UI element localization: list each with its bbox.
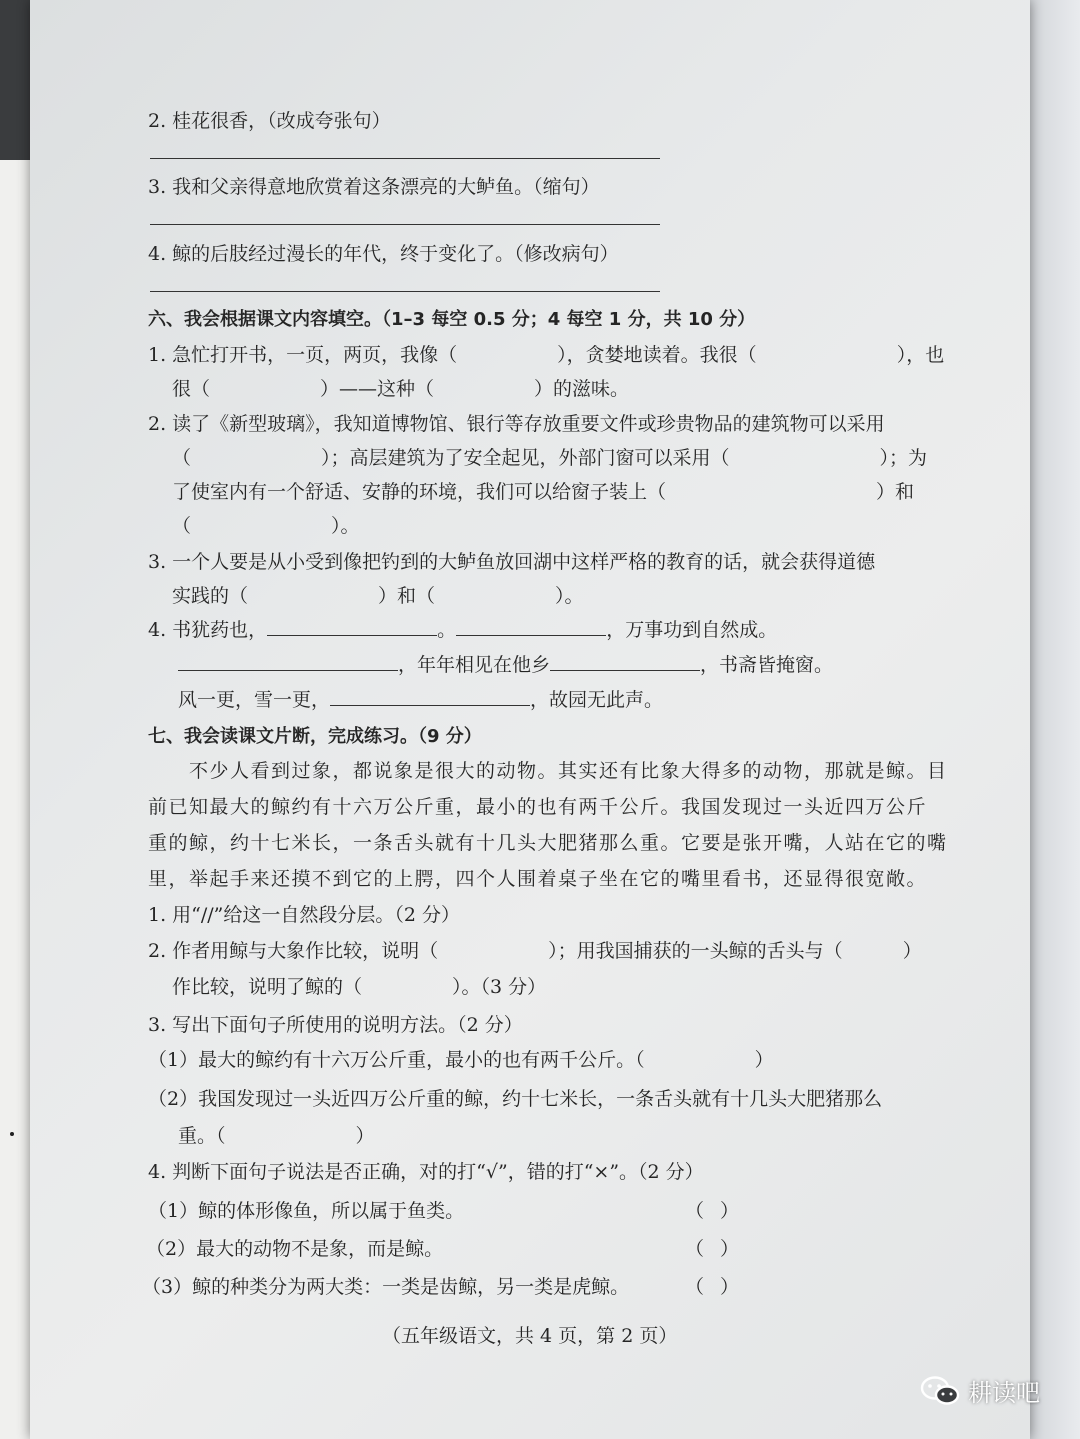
s7-q4-item-1: （1）鲸的体形像鱼，所以属于鱼类。 <box>148 1200 465 1222</box>
s6-q3-line2: 实践的（ ）和（ ）。 <box>172 585 584 607</box>
blank-poem-3[interactable] <box>178 669 398 671</box>
passage-line-3: 重的鲸，约十七米长，一条舌头就有十几头大肥猪那么重。它要是张开嘴，人站在它的嘴 <box>148 832 948 854</box>
answer-line-3[interactable] <box>150 224 660 225</box>
q5-item-4: 4. 鲸的后肢经过漫长的年代，终于变化了。（修改病句） <box>148 243 619 265</box>
blank-poem-4[interactable] <box>550 669 700 671</box>
s6-q2-line2: （ ）；高层建筑为了安全起见，外部门窗可以采用（ ）；为 <box>172 447 928 469</box>
answer-line-2[interactable] <box>150 158 660 159</box>
s6-q3-line1: 3. 一个人要是从小受到像把钓到的大鲈鱼放回湖中这样严格的教育的话，就会获得道德 <box>148 551 876 573</box>
s6-q4-line1: 4. 书犹药也， 。 ，万事功到自然成。 <box>148 619 778 641</box>
s7-q3-sentence-2b: 重。（ ） <box>178 1125 375 1147</box>
passage-line-1: 不少人看到过象，都说象是很大的动物。其实还有比象大得多的动物，那就是鲸。目 <box>148 760 948 782</box>
judge-parens-3[interactable]: （ ） <box>685 1276 740 1298</box>
s6-q2-line3: 了使室内有一个舒适、安静的环境，我们可以给窗子装上（ ）和 <box>172 481 915 503</box>
watermark-text: 耕读吧 <box>968 1379 1040 1407</box>
q5-item-2: 2. 桂花很香，（改成夸张句） <box>148 110 391 132</box>
s7-q2-line2: 作比较，说明了鲸的（ ）。（3 分） <box>172 976 547 998</box>
blank-poem-1[interactable] <box>267 634 437 636</box>
s6-q4-line3: 风一更，雪一更， ，故园无此声。 <box>178 689 664 711</box>
s7-q1: 1. 用“//”给这一自然段分层。（2 分） <box>148 904 461 926</box>
s7-q4-item-2: （2）最大的动物不是象，而是鲸。 <box>146 1238 444 1260</box>
passage-line-4: 里，举起手来还摸不到它的上腭，四个人围着桌子坐在它的嘴里看书，还显得很宽敞。 <box>148 868 928 890</box>
s7-q4-title: 4. 判断下面句子说法是否正确，对的打“√”，错的打“×”。（2 分） <box>148 1161 704 1183</box>
s6-q2-line4: （ ）。 <box>172 515 360 537</box>
passage-line-2: 前已知最大的鲸约有十六万公斤重，最小的也有两千公斤。我国发现过一头近四万公斤 <box>148 796 928 818</box>
section-7-title: 七、我会读课文片断，完成练习。（9 分） <box>148 726 482 747</box>
exam-page <box>30 0 1030 1439</box>
s6-q2-line1: 2. 读了《新型玻璃》，我知道博物馆、银行等存放重要文件或珍贵物品的建筑物可以采用 <box>148 413 885 435</box>
q5-item-3: 3. 我和父亲得意地欣赏着这条漂亮的大鲈鱼。（缩句） <box>148 176 600 198</box>
wechat-icon <box>920 1375 960 1407</box>
judge-parens-1[interactable]: （ ） <box>685 1200 740 1222</box>
s7-q2-line1: 2. 作者用鲸与大象作比较，说明（ ）；用我国捕获的一头鲸的舌头与（ ） <box>148 940 922 962</box>
watermark <box>920 1373 1040 1408</box>
s6-q1-line1: 1. 急忙打开书，一页，两页，我像（ ），贪婪地读着。我很（ ），也 <box>148 344 945 366</box>
s7-q4-item-3: （3）鲸的种类分为两大类：一类是齿鲸，另一类是虎鲸。 <box>142 1276 630 1298</box>
section-6-title: 六、我会根据课文内容填空。（1–3 每空 0.5 分；4 每空 1 分，共 10 分） <box>148 309 756 330</box>
s7-q3-sentence-1: （1）最大的鲸约有十六万公斤重，最小的也有两千公斤。（ ） <box>148 1049 774 1071</box>
s7-q3-title: 3. 写出下面句子所使用的说明方法。（2 分） <box>148 1014 523 1036</box>
s7-q3-sentence-2: （2）我国发现过一头近四万公斤重的鲸，约十七米长，一条舌头就有十几头大肥猪那么 <box>148 1088 883 1110</box>
page-footer: （五年级语文，共 4 页，第 2 页） <box>382 1325 678 1347</box>
speck <box>10 1132 14 1136</box>
s6-q4-line2: ，年年相见在他乡 ，书斋皆掩窗。 <box>178 654 833 677</box>
blank-poem-2[interactable] <box>456 634 606 636</box>
judge-parens-2[interactable]: （ ） <box>685 1238 740 1260</box>
answer-line-4[interactable] <box>150 291 660 292</box>
blank-poem-5[interactable] <box>330 704 530 706</box>
s6-q1-line2: 很（ ）——这种（ ）的滋味。 <box>172 378 630 400</box>
